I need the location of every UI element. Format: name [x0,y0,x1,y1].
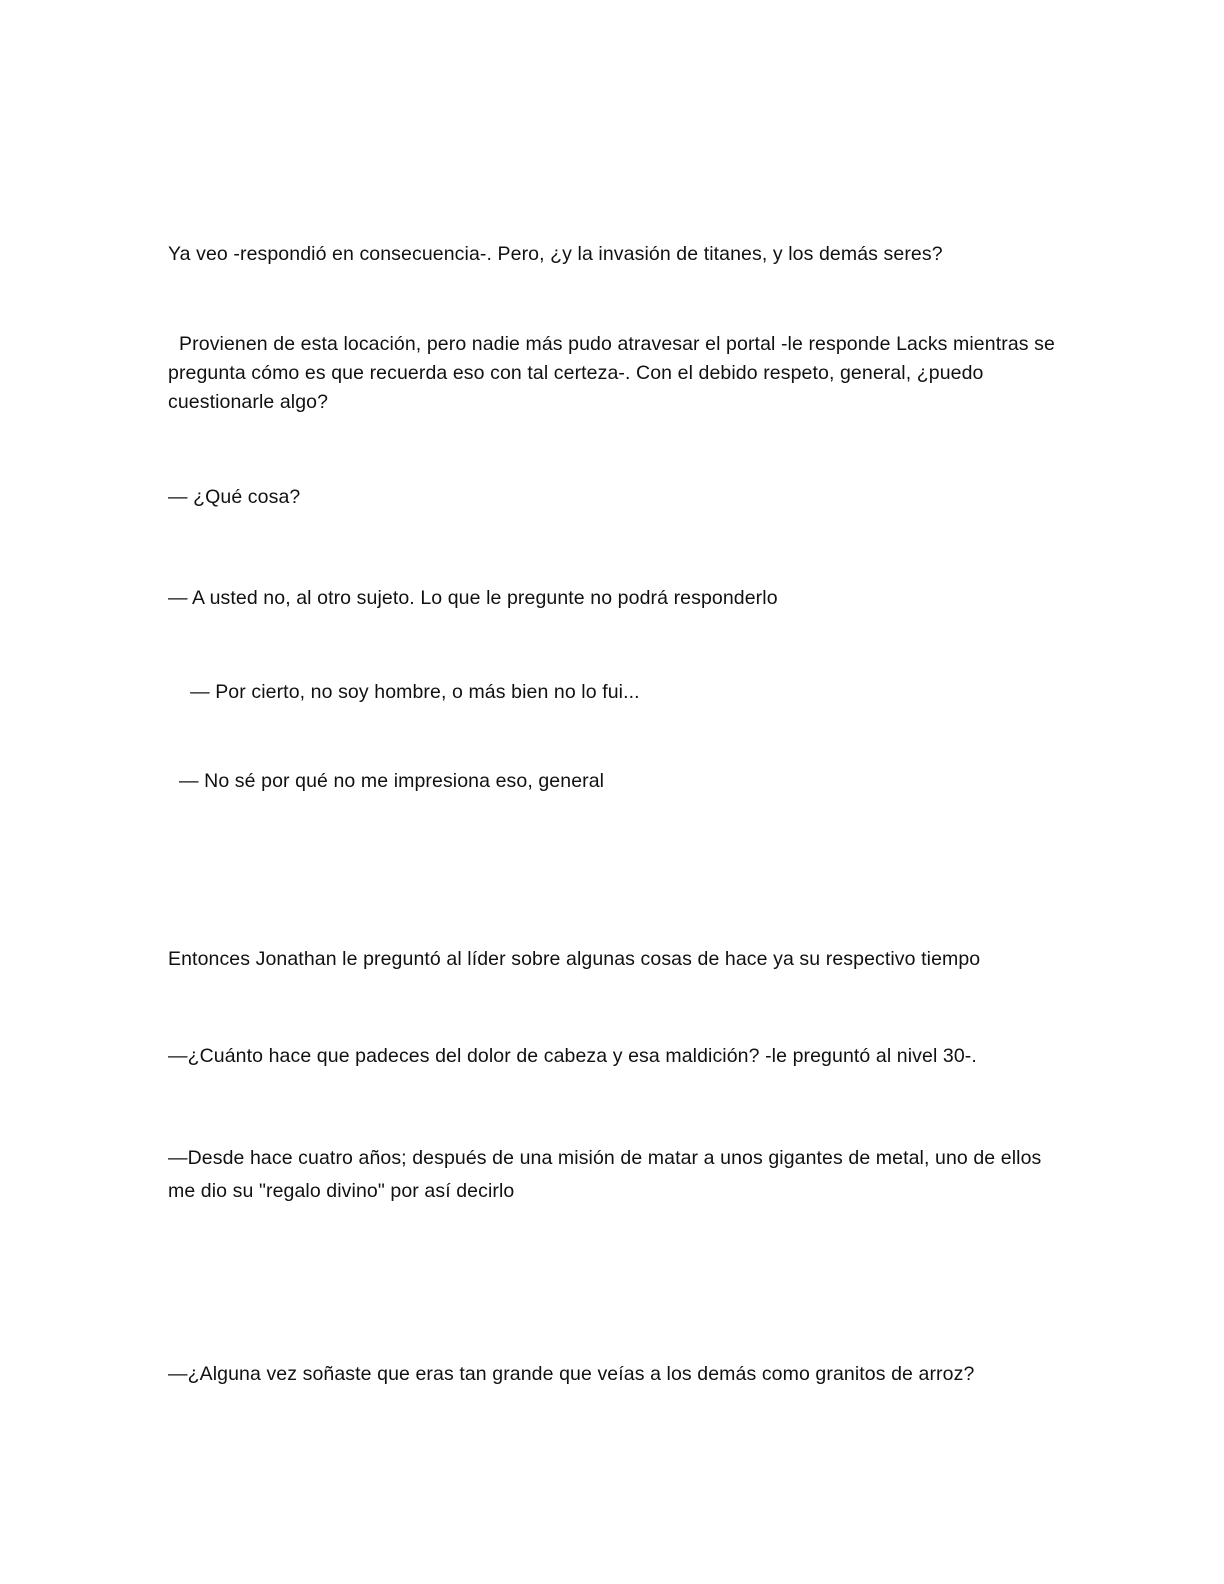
paragraph-10: —¿Alguna vez soñaste que eras tan grande que veías a los demás como granitos de arroz? [168,1363,975,1385]
paragraph-6: — No sé por qué no me impresiona eso, general [168,770,605,792]
paragraph-5: — Por cierto, no soy hombre, o más bien no lo fui... [168,681,640,703]
paragraph-1: Ya veo -respondió en consecuencia-. Pero, ¿y la invasión de titanes, y los demás seres? [168,243,943,265]
paragraph-4: — A usted no, al otro sujeto. Lo que le pregunte no podrá responderlo [168,587,778,609]
paragraph-9: —Desde hace cuatro años; después de una misión de matar a unos gigantes de metal, uno de ellos me dio su "regalo divino" por así decirlo [168,1147,1047,1202]
paragraph-7: Entonces Jonathan le preguntó al líder sobre algunas cosas de hace ya su respectivo tiempo [168,948,981,970]
paragraph-8: —¿Cuánto hace que padeces del dolor de cabeza y esa maldición? -le preguntó al nivel 30-. [168,1045,977,1067]
paragraph-3: — ¿Qué cosa? [168,486,301,508]
paragraph-2: Provienen de esta locación, pero nadie más pudo atravesar el portal -le responde Lacks mientras se pregunta cómo es que recuerda eso con tal certeza-. Con el debido respeto, general, ¿puedo cuestionarle algo? [168,333,1061,413]
